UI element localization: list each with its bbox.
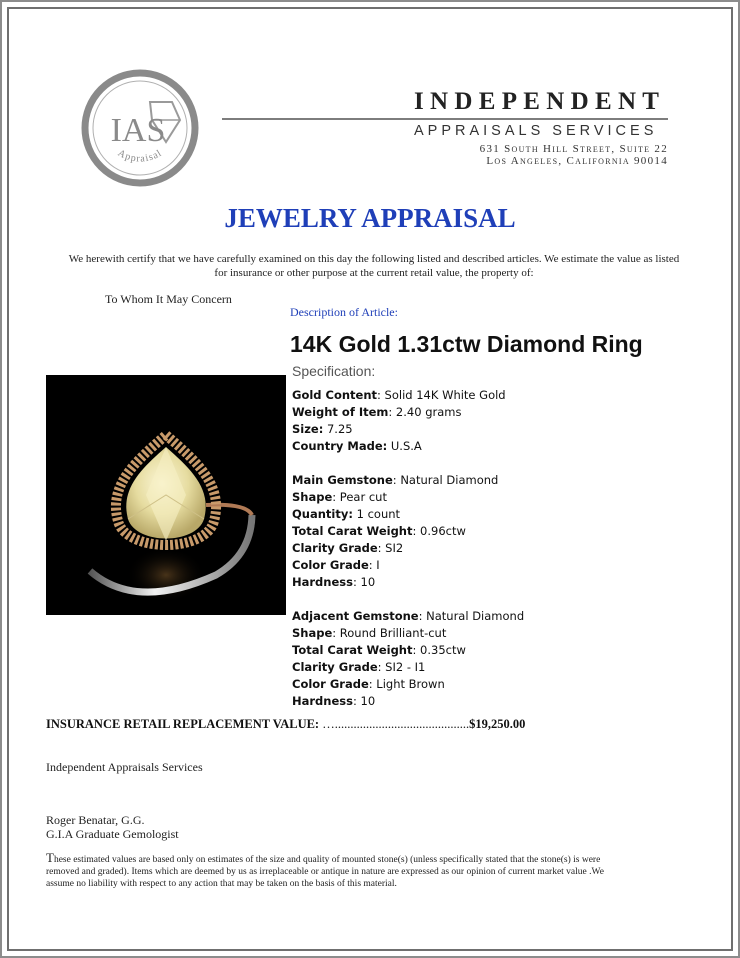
spec-key: Hardness — [292, 575, 353, 589]
spec-row — [292, 659, 524, 676]
svg-text:Appraisal — [116, 148, 164, 165]
spec-separator: : — [368, 677, 373, 691]
description-label: Description of Article: — [290, 305, 398, 319]
spec-key: Color Grade — [292, 677, 369, 691]
spec-key: Quantity: — [292, 507, 353, 521]
spec-row — [292, 693, 524, 710]
spec-separator: : — [412, 524, 417, 538]
address-line-1: 631 South Hill Street, Suite 22 — [479, 143, 668, 155]
spec-separator: : — [392, 473, 397, 487]
spec-separator: : — [332, 490, 337, 504]
company-name: INDEPENDENT — [414, 88, 666, 115]
signature-title: G.I.A Graduate Gemologist — [46, 827, 179, 841]
spec-value: Pear cut — [336, 490, 387, 504]
item-title: 14K Gold 1.31ctw Diamond Ring — [290, 331, 643, 357]
spec-row — [292, 523, 524, 540]
owner-name: To Whom It May Concern — [105, 292, 232, 306]
spec-key: Hardness — [292, 694, 353, 708]
spec-row — [292, 387, 524, 404]
spec-key: Color Grade — [292, 558, 369, 572]
spec-value: 7.25 — [323, 422, 353, 436]
spec-value: Solid 14K White Gold — [380, 388, 506, 402]
spec-key: Shape — [292, 626, 333, 640]
spec-value: 0.35ctw — [416, 643, 466, 657]
spec-key: Country Made: — [292, 439, 388, 453]
spec-row — [292, 506, 524, 523]
spec-separator: : — [368, 558, 373, 572]
disclaimer-text — [46, 852, 606, 890]
signature-name: Roger Benatar, G.G. — [46, 813, 145, 827]
spec-value: SI2 — [381, 541, 404, 555]
document-title: JEWELRY APPRAISAL — [224, 203, 516, 233]
signature-company: Independent Appraisals Services — [46, 760, 203, 774]
spec-value: Round Brilliant-cut — [336, 626, 447, 640]
spec-separator: : — [352, 575, 357, 589]
specification-label: Specification: — [292, 363, 376, 379]
spec-row — [292, 574, 524, 591]
spec-key: Adjacent Gemstone — [292, 609, 419, 623]
spec-key: Clarity Grade — [292, 660, 378, 674]
spec-value: Light Brown — [372, 677, 445, 691]
ring-image-icon — [46, 375, 286, 615]
disclaimer-body: hese estimated values are based only on estimates of the size and quality of mounted stone(s) (unless specifically stated that the stone(s) is were removed and graded). Items which are deemed by us as irreplaceable or antique in nature are expressed as our opinion of current market value .We assume no liability with respect to any action that may be taken on the basis of this material. — [46, 855, 604, 889]
spec-row — [292, 489, 524, 506]
header-divider — [222, 118, 668, 120]
insurance-value-line — [46, 717, 525, 732]
spec-key: Total Carat Weight — [292, 524, 413, 538]
ring-photo — [46, 375, 286, 615]
spec-key: Shape — [292, 490, 333, 504]
spec-separator: : — [377, 660, 382, 674]
spec-row — [292, 421, 524, 438]
spec-row — [292, 404, 524, 421]
spec-key: Size: — [292, 422, 324, 436]
spec-value: 10 — [356, 694, 376, 708]
insurance-value-label: INSURANCE RETAIL REPLACEMENT VALUE: — [46, 717, 320, 731]
spec-key: Total Carat Weight — [292, 643, 413, 657]
spec-value: 0.96ctw — [416, 524, 466, 538]
spec-row — [292, 557, 524, 574]
spec-value: 2.40 grams — [392, 405, 462, 419]
spec-key: Main Gemstone — [292, 473, 393, 487]
spec-row — [292, 642, 524, 659]
specification-list — [292, 387, 524, 710]
address-line-2: Los Angeles, California 90014 — [486, 155, 668, 167]
spec-value: U.S.A — [387, 439, 422, 453]
spec-separator: : — [332, 626, 337, 640]
spec-value: Natural Diamond — [422, 609, 525, 623]
logo-arc-text: Appraisal — [115, 147, 165, 165]
spec-row — [292, 625, 524, 642]
spec-key: Gold Content — [292, 388, 378, 402]
spec-value: 10 — [356, 575, 376, 589]
spec-row — [292, 540, 524, 557]
ias-logo-icon — [80, 68, 200, 188]
spec-separator: : — [352, 694, 357, 708]
spec-separator: : — [377, 388, 381, 402]
spec-row — [292, 676, 524, 693]
spec-key: Clarity Grade — [292, 541, 378, 555]
spec-row — [292, 472, 524, 489]
logo-letters: IAS — [110, 112, 166, 149]
spec-row — [292, 438, 524, 455]
spec-separator: : — [388, 405, 393, 419]
spec-value: SI2 - I1 — [381, 660, 426, 674]
certification-text: We herewith certify that we have carefully examined on this day the following listed and described articles. We estimate the value as listed for insurance or other purpose at the current retail value, the property of: — [68, 253, 680, 279]
spec-separator: : — [412, 643, 417, 657]
spec-key: Weight of Item — [292, 405, 389, 419]
disclaimer-first-letter: T — [46, 850, 54, 865]
spec-separator: : — [418, 609, 423, 623]
ias-logo — [80, 68, 200, 188]
spec-row — [292, 608, 524, 625]
company-subtitle: APPRAISALS SERVICES — [414, 123, 658, 139]
insurance-dots: …........................................... — [319, 717, 470, 731]
insurance-value-amount: $19,250.00 — [469, 717, 526, 731]
spec-value: I — [372, 558, 380, 572]
spec-value: 1 count — [352, 507, 401, 521]
spec-value: Natural Diamond — [396, 473, 499, 487]
spec-separator: : — [377, 541, 382, 555]
